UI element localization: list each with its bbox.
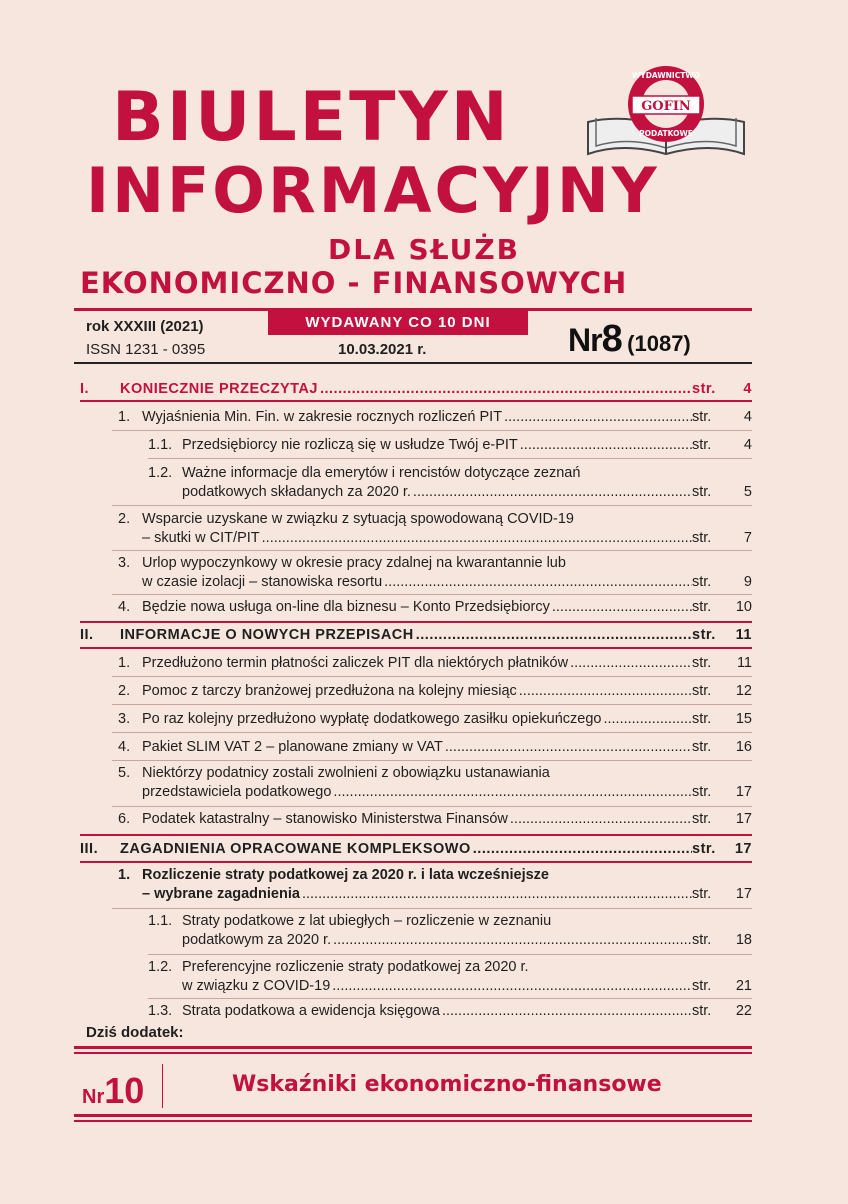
toc-str: str. bbox=[692, 437, 712, 453]
toc-page: 11 bbox=[736, 655, 752, 671]
toc-item-1-4[interactable] bbox=[118, 598, 752, 617]
toc-leader bbox=[302, 885, 692, 904]
issue-date: 10.03.2021 r. bbox=[338, 341, 427, 358]
toc-page: 5 bbox=[743, 484, 752, 500]
supplement-nr-prefix: Nr bbox=[82, 1086, 105, 1108]
toc-title: KONIECZNIE PRZECZYTAJ bbox=[120, 381, 318, 397]
section-rule bbox=[80, 621, 752, 623]
toc-leader bbox=[519, 682, 692, 701]
toc-item-3-1[interactable] bbox=[118, 866, 752, 904]
issue-year: rok XXXIII (2021) bbox=[86, 318, 204, 335]
toc-page: 12 bbox=[735, 683, 752, 699]
toc-str: str. bbox=[692, 739, 712, 755]
item-rule bbox=[112, 704, 752, 705]
section-rule bbox=[80, 834, 752, 836]
toc-str: str. bbox=[692, 784, 712, 800]
footer-rule bbox=[74, 1052, 752, 1054]
toc-page: 17 bbox=[735, 886, 752, 902]
toc-title: Przedsiębiorcy nie rozliczą się w usłudze Twój e-PIT bbox=[182, 437, 518, 453]
toc-title-a: Preferencyjne rozliczenie straty podatkowej za 2020 r. bbox=[182, 959, 529, 975]
toc-title-a: Straty podatkowe z lat ubiegłych – rozliczenie w zeznaniu bbox=[182, 913, 552, 929]
toc-leader bbox=[333, 783, 692, 802]
toc-num: 1.1. bbox=[148, 437, 173, 453]
toc-leader bbox=[520, 436, 692, 455]
toc-title: Pomoc z tarczy branżowej przedłużona na kolejny miesiąc bbox=[142, 683, 517, 699]
toc-str: str. bbox=[692, 381, 716, 397]
toc-num: 3. bbox=[118, 555, 131, 571]
toc-str: str. bbox=[692, 409, 712, 425]
frequency-badge: WYDAWANY CO 10 DNI bbox=[268, 311, 528, 335]
toc-leader bbox=[320, 380, 692, 399]
toc-title-a: Ważne informacje dla emerytów i rencistów dotyczące zeznań bbox=[182, 465, 581, 481]
toc-title-a: Niektórzy podatnicy zostali zwolnieni z obowiązku ustanawiania bbox=[142, 765, 550, 781]
logo-top-text: WYDAWNICTWO bbox=[631, 71, 701, 80]
section-rule bbox=[80, 647, 752, 649]
subtitle-line-2: EKONOMICZNO - FINANSOWYCH bbox=[80, 266, 628, 300]
footer-rule bbox=[74, 1114, 752, 1117]
toc-item-1-3[interactable] bbox=[118, 554, 752, 592]
toc-page: 18 bbox=[735, 932, 752, 948]
supplement-label: Dziś dodatek: bbox=[86, 1024, 184, 1041]
toc-item-1-1-1[interactable] bbox=[148, 436, 752, 455]
toc-str: str. bbox=[692, 1003, 712, 1019]
toc-title: Podatek katastralny – stanowisko Ministerstwa Finansów bbox=[142, 811, 508, 827]
toc-title-a: Urlop wypoczynkowy w okresie pracy zdalnej na kwarantannie lub bbox=[142, 555, 566, 571]
item-rule bbox=[112, 732, 752, 733]
toc-item-3-1-3[interactable] bbox=[148, 1002, 752, 1021]
toc-title-b: podatkowym za 2020 r. bbox=[182, 932, 332, 948]
toc-title-b: przedstawiciela podatkowego bbox=[142, 784, 332, 800]
issue-nr: 8 bbox=[601, 318, 623, 360]
toc-title: Po raz kolejny przedłużono wypłatę dodatkowego zasiłku opiekuńczego bbox=[142, 711, 602, 727]
toc-str: str. bbox=[692, 627, 716, 643]
toc-title: Wyjaśnienia Min. Fin. w zakresie rocznych rozliczeń PIT bbox=[142, 409, 503, 425]
toc-item-2-3[interactable] bbox=[118, 710, 752, 729]
toc-page: 11 bbox=[735, 627, 752, 643]
toc-item-2-1[interactable] bbox=[118, 654, 752, 673]
logo-bottom-text: PODATKOWE bbox=[639, 129, 693, 138]
subtitle-line-1: DLA SŁUŻB bbox=[327, 233, 521, 266]
toc-leader bbox=[413, 483, 692, 502]
toc-page: 4 bbox=[743, 409, 752, 425]
issue-nr-prefix: Nr bbox=[568, 322, 602, 358]
toc-str: str. bbox=[692, 811, 712, 827]
item-rule bbox=[112, 505, 752, 506]
toc-str: str. bbox=[692, 683, 712, 699]
toc-title-b: w związku z COVID-19 bbox=[182, 978, 331, 994]
toc-leader bbox=[262, 529, 692, 548]
toc-title-b: – skutki w CIT/PIT bbox=[142, 530, 260, 546]
toc-num: 1.3. bbox=[148, 1003, 173, 1019]
toc-item-1-1[interactable] bbox=[118, 408, 752, 427]
item-rule bbox=[112, 676, 752, 677]
toc-num: 1.2. bbox=[148, 959, 173, 975]
toc-leader bbox=[570, 654, 692, 673]
item-rule bbox=[112, 908, 752, 909]
toc-leader bbox=[510, 810, 692, 829]
toc-num: 2. bbox=[118, 683, 131, 699]
toc-title: INFORMACJE O NOWYCH PRZEPISACH bbox=[120, 627, 414, 643]
toc-str: str. bbox=[692, 599, 712, 615]
item-rule bbox=[148, 954, 752, 955]
toc-title-b: – wybrane zagadnienia bbox=[142, 886, 300, 902]
section-rule bbox=[80, 861, 752, 863]
toc-section-2[interactable] bbox=[80, 626, 752, 645]
header-rule-bottom bbox=[74, 362, 752, 364]
supplement-nr: 10 bbox=[104, 1070, 145, 1111]
issue-number bbox=[568, 318, 691, 361]
title-line-2: INFORMACYJNY bbox=[86, 154, 660, 227]
item-rule bbox=[112, 430, 752, 431]
toc-leader bbox=[384, 573, 692, 592]
item-rule bbox=[148, 998, 752, 999]
issue-nr-total: (1087) bbox=[627, 331, 691, 356]
toc-section-1[interactable] bbox=[80, 380, 752, 399]
toc-title: Strata podatkowa a ewidencja księgowa bbox=[182, 1003, 440, 1019]
toc-str: str. bbox=[692, 530, 712, 546]
toc-num: 5. bbox=[118, 765, 131, 781]
logo-name: GOFIN bbox=[641, 99, 691, 114]
toc-section-3[interactable] bbox=[80, 840, 752, 859]
toc-item-1-2[interactable] bbox=[118, 510, 752, 548]
toc-title: ZAGADNIENIA OPRACOWANE KOMPLEKSOWO bbox=[120, 841, 471, 857]
toc-page: 21 bbox=[735, 978, 752, 994]
toc-num: 1. bbox=[118, 867, 131, 883]
toc-leader bbox=[332, 977, 692, 996]
toc-str: str. bbox=[692, 655, 712, 671]
toc-str: str. bbox=[692, 932, 712, 948]
toc-leader bbox=[504, 408, 692, 427]
toc-title-b: w czasie izolacji – stanowiska resortu bbox=[142, 574, 383, 590]
footer-divider bbox=[162, 1064, 163, 1108]
toc-leader bbox=[416, 626, 692, 645]
gofin-logo-icon bbox=[582, 62, 750, 162]
toc-title: Pakiet SLIM VAT 2 – planowane zmiany w VAT bbox=[142, 739, 443, 755]
toc-page: 22 bbox=[735, 1003, 752, 1019]
toc-str: str. bbox=[692, 484, 712, 500]
issue-issn: ISSN 1231 - 0395 bbox=[86, 341, 206, 358]
toc-page: 10 bbox=[735, 599, 752, 615]
toc-title-a: Rozliczenie straty podatkowej za 2020 r. i lata wcześniejsze bbox=[142, 867, 549, 883]
toc-page: 16 bbox=[735, 739, 752, 755]
toc-item-2-4[interactable] bbox=[118, 738, 752, 757]
item-rule bbox=[112, 594, 752, 595]
toc-num: 1. bbox=[118, 655, 131, 671]
toc-num: II. bbox=[80, 627, 94, 643]
toc-str: str. bbox=[692, 841, 716, 857]
toc-page: 15 bbox=[735, 711, 752, 727]
item-rule bbox=[112, 806, 752, 807]
toc-title-b: podatkowych składanych za 2020 r. bbox=[182, 484, 411, 500]
footer-rule bbox=[74, 1120, 752, 1122]
toc-str: str. bbox=[692, 978, 712, 994]
title-line-1: BIULETYN bbox=[112, 78, 511, 157]
toc-page: 4 bbox=[743, 437, 752, 453]
toc-leader bbox=[333, 931, 692, 950]
toc-leader bbox=[445, 738, 692, 757]
toc-num: 1.2. bbox=[148, 465, 173, 481]
item-rule bbox=[148, 458, 752, 459]
supplement-title[interactable]: Wskaźniki ekonomiczno-finansowe bbox=[232, 1072, 662, 1097]
toc-page: 4 bbox=[743, 381, 752, 397]
toc-page: 17 bbox=[734, 841, 752, 857]
toc-leader bbox=[603, 710, 692, 729]
toc-leader bbox=[442, 1002, 692, 1021]
toc-item-3-1-1[interactable] bbox=[148, 912, 752, 950]
toc-num: 4. bbox=[118, 739, 131, 755]
toc-leader bbox=[552, 598, 692, 617]
toc-str: str. bbox=[692, 711, 712, 727]
toc-title: Przedłużono termin płatności zaliczek PIT dla niektórych płatników bbox=[142, 655, 569, 671]
toc-title: Będzie nowa usługa on-line dla biznesu – Konto Przedsiębiorcy bbox=[142, 599, 550, 615]
toc-str: str. bbox=[692, 886, 712, 902]
toc-num: 2. bbox=[118, 511, 131, 527]
toc-page: 9 bbox=[743, 574, 752, 590]
toc-num: 6. bbox=[118, 811, 131, 827]
toc-num: 1. bbox=[118, 409, 131, 425]
toc-num: I. bbox=[80, 381, 90, 397]
toc-str: str. bbox=[692, 574, 712, 590]
supplement-number bbox=[82, 1070, 144, 1112]
toc-page: 7 bbox=[743, 530, 752, 546]
toc-leader bbox=[473, 840, 692, 859]
toc-title-a: Wsparcie uzyskane w związku z sytuacją spowodowaną COVID-19 bbox=[142, 511, 574, 527]
toc-num: 3. bbox=[118, 711, 131, 727]
toc-page: 17 bbox=[735, 784, 752, 800]
toc-item-3-1-2[interactable] bbox=[148, 958, 752, 996]
toc-num: 1.1. bbox=[148, 913, 173, 929]
toc-item-2-5[interactable] bbox=[118, 764, 752, 802]
item-rule bbox=[112, 550, 752, 551]
toc-num: III. bbox=[80, 841, 99, 857]
section-rule bbox=[80, 400, 752, 402]
toc-item-2-2[interactable] bbox=[118, 682, 752, 701]
toc-item-2-6[interactable] bbox=[118, 810, 752, 829]
toc-item-1-1-2[interactable] bbox=[148, 464, 752, 502]
item-rule bbox=[112, 760, 752, 761]
toc-page: 17 bbox=[735, 811, 752, 827]
footer-rule bbox=[74, 1046, 752, 1049]
toc-num: 4. bbox=[118, 599, 131, 615]
